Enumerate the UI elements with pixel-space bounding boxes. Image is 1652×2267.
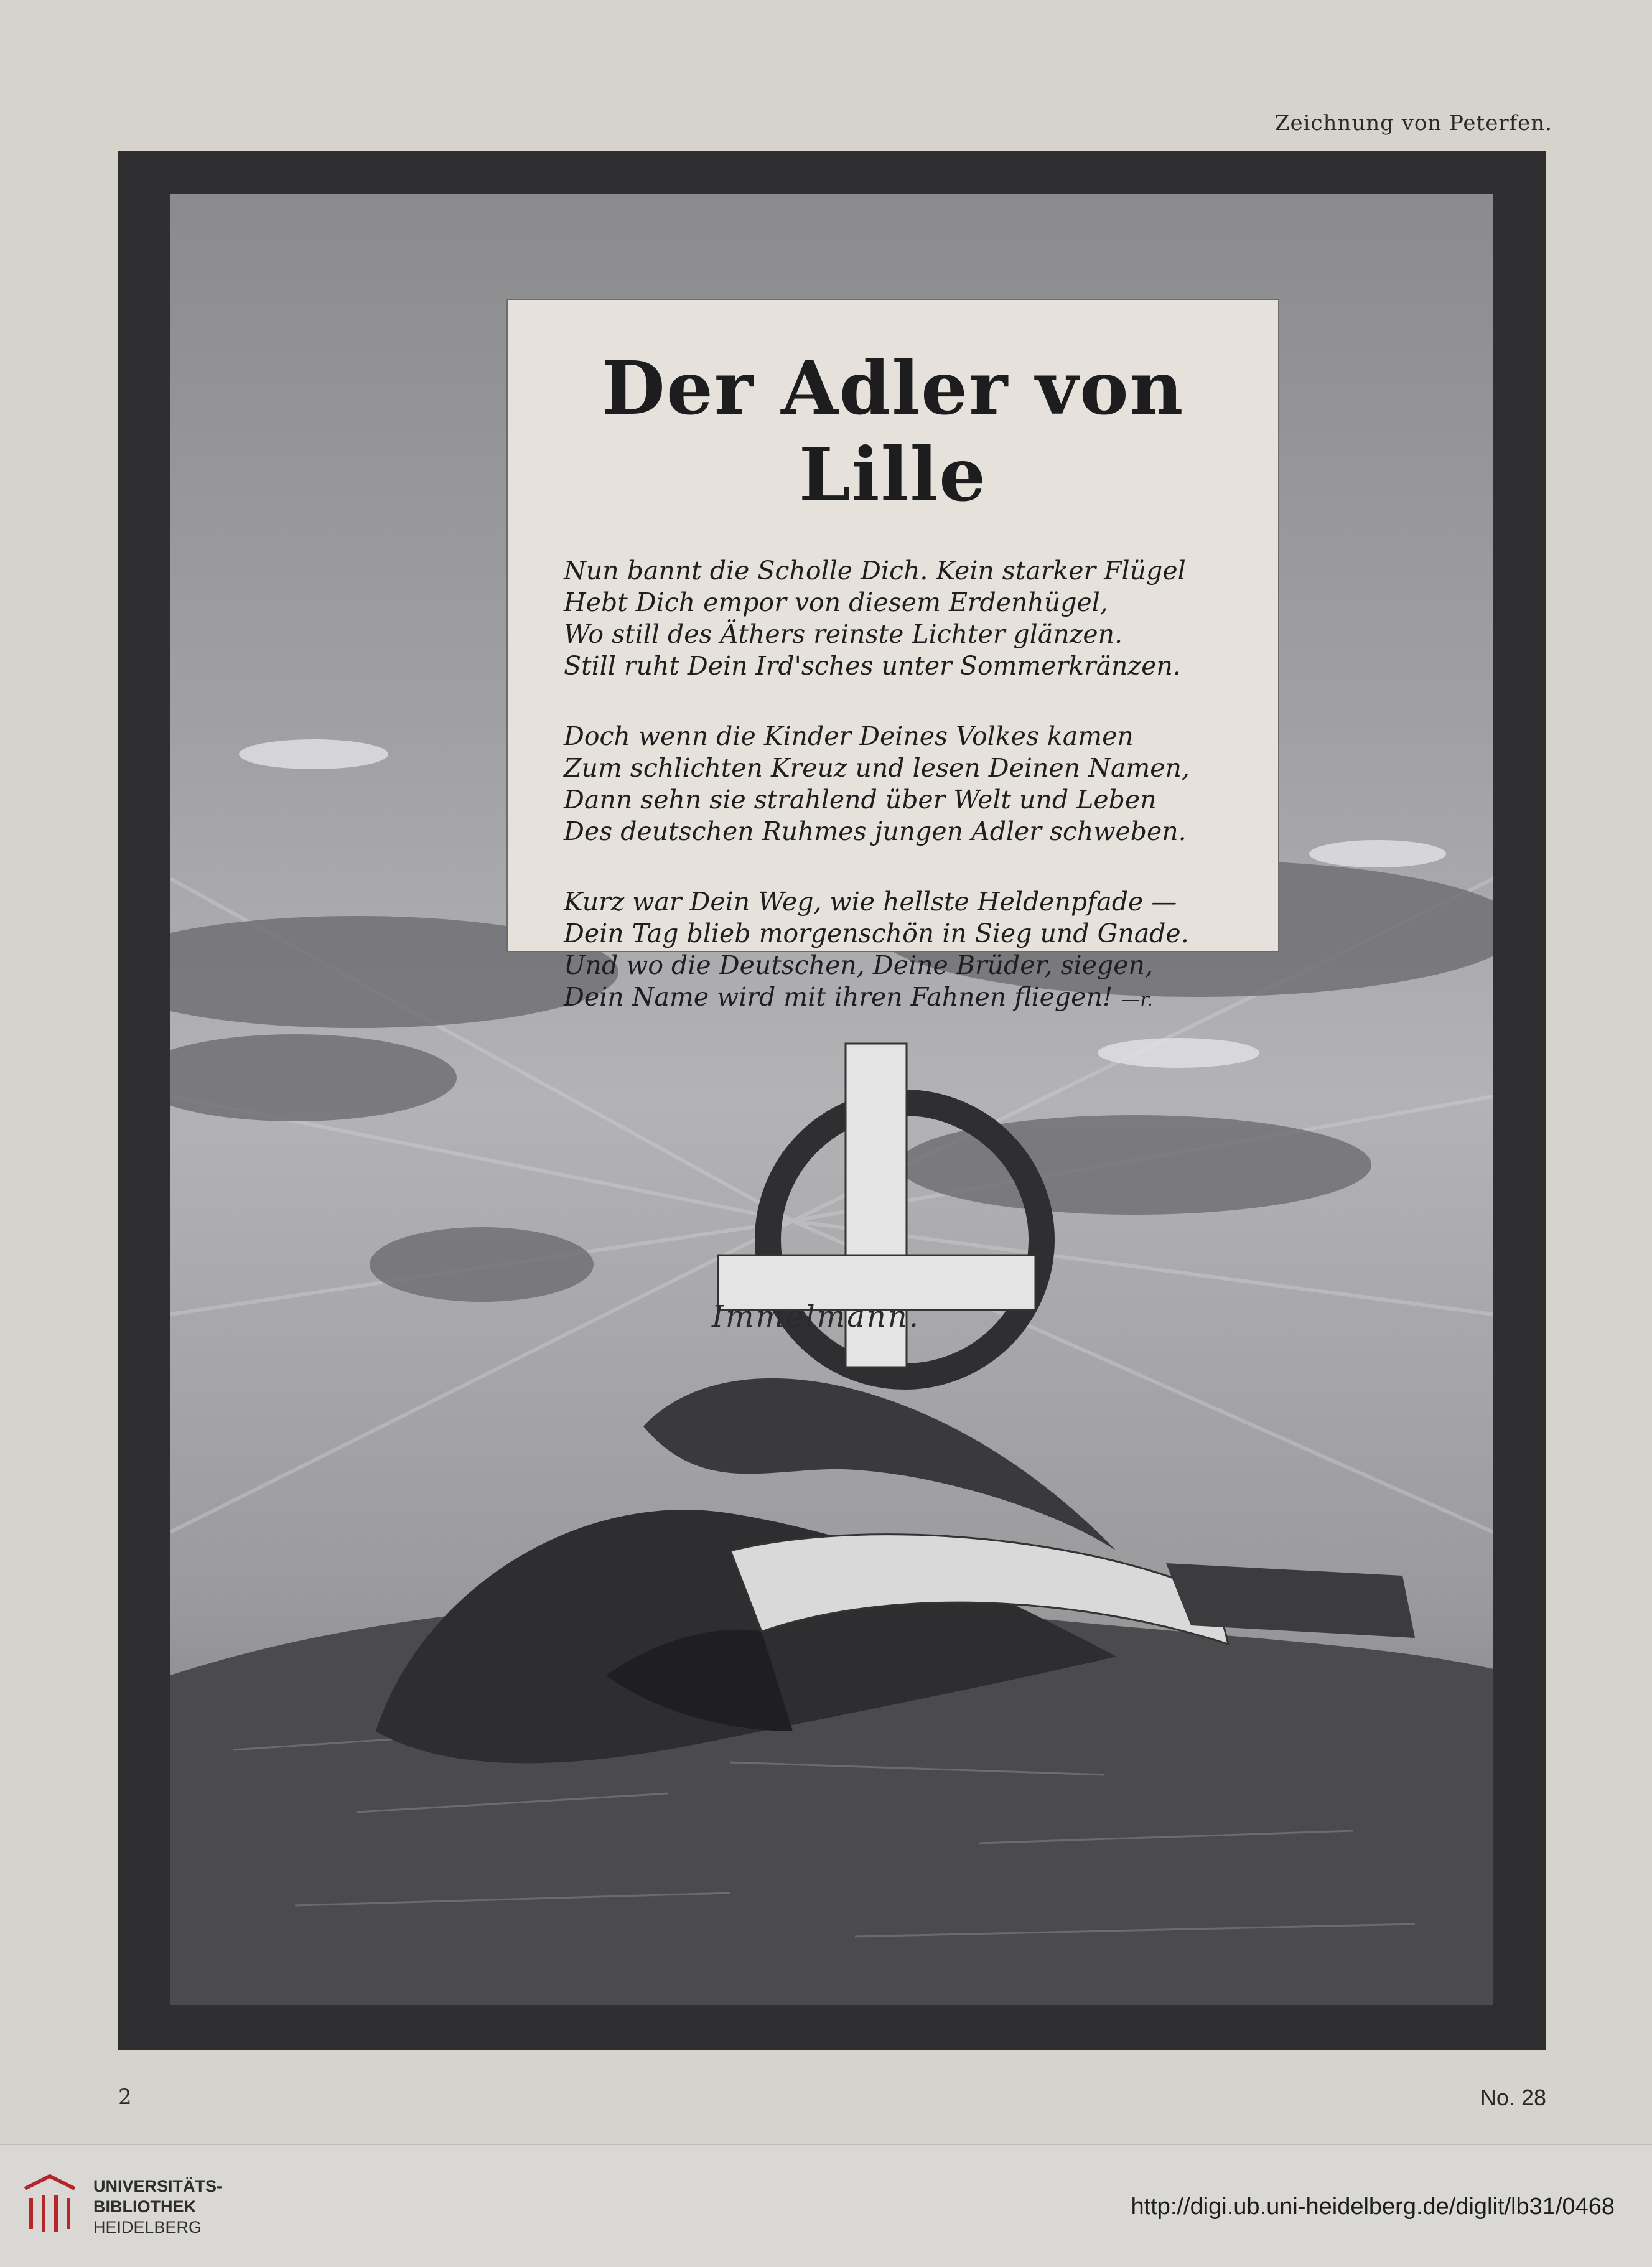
poem-line: Des deutschen Ruhmes jungen Adler schweben. bbox=[564, 816, 1187, 846]
poem-box bbox=[506, 299, 1279, 1012]
stanza-2 bbox=[564, 721, 1222, 848]
library-name[interactable] bbox=[93, 2176, 222, 2238]
poem-line: Dann sehn sie strahlend über Welt und Leben bbox=[564, 785, 1157, 815]
poem-line bbox=[564, 981, 1222, 1016]
library-name-line: BIBLIOTHEK bbox=[93, 2197, 196, 2216]
cross-name-plate: Immelmann. bbox=[712, 1299, 920, 1334]
poem-title: Der Adler von Lille bbox=[601, 345, 1185, 518]
poem-last-line: Dein Name wird mit ihren Fahnen fliegen! bbox=[564, 982, 1113, 1012]
poem-signature: —r. bbox=[1121, 989, 1153, 1011]
poem-line: Und wo die Deutschen, Deine Brüder, siegen, bbox=[564, 950, 1153, 980]
library-logo-icon[interactable] bbox=[19, 2170, 81, 2238]
source-url-link[interactable]: http://digi.ub.uni-heidelberg.de/diglit/lb31/0468 bbox=[1131, 2194, 1615, 2220]
poem-line: Zum schlichten Kreuz und lesen Deinen Namen, bbox=[564, 753, 1190, 783]
black-frame bbox=[118, 151, 1546, 2050]
artist-credit: Zeichnung von Peterfen. bbox=[1274, 111, 1552, 136]
poem-line: Nun bannt die Scholle Dich. Kein starker Flügel bbox=[564, 556, 1186, 586]
poem-line: Wo still des Äthers reinste Lichter glänzen. bbox=[564, 619, 1123, 649]
page-number: 2 bbox=[118, 2085, 132, 2110]
poem-line: Hebt Dich empor von diesem Erdenhügel, bbox=[564, 587, 1108, 617]
stanza-1 bbox=[564, 555, 1222, 682]
stanza-3 bbox=[564, 886, 1222, 1016]
poem-line: Dein Tag blieb morgenschön in Sieg und Gnade. bbox=[564, 918, 1189, 948]
library-footer bbox=[0, 2144, 1652, 2267]
poem-line: Still ruht Dein Ird'sches unter Sommerkränzen. bbox=[564, 651, 1181, 681]
issue-number: No. 28 bbox=[1480, 2085, 1546, 2110]
poem-line: Doch wenn die Kinder Deines Volkes kamen bbox=[564, 721, 1134, 751]
poem-line: Kurz war Dein Weg, wie hellste Heldenpfade — bbox=[564, 887, 1177, 917]
library-name-line: UNIVERSITÄTS- bbox=[93, 2177, 223, 2195]
library-name-line: HEIDELBERG bbox=[93, 2218, 202, 2237]
illustration bbox=[170, 194, 1493, 2005]
